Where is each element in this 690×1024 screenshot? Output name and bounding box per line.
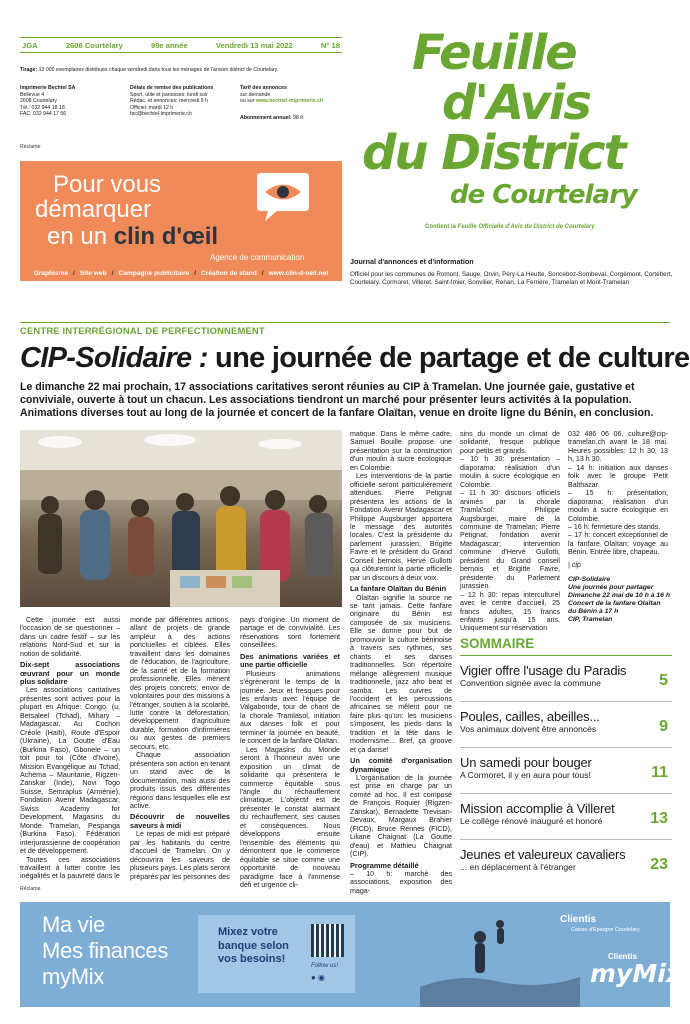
brand-subtitle: Caisse d'Epargne Courtelary bbox=[571, 927, 640, 933]
town-label: 2608 Courtelary bbox=[65, 40, 123, 50]
kicker-rule bbox=[20, 322, 670, 323]
email-link[interactable]: fac@bechtel-imprimerie.ch bbox=[130, 111, 192, 117]
ad-line-3: en un clin d'œil bbox=[47, 223, 219, 250]
family-silhouette-illustration bbox=[420, 902, 580, 1007]
subheading: La fanfare Olaïtan du Bénin bbox=[350, 584, 447, 594]
ad-line-1: Pour vous bbox=[53, 171, 162, 198]
tarif-info: Tarif des annonces sur demande ou sur www.bechtel-imprimerie.ch bbox=[240, 85, 324, 104]
ad-services-bar: Graphisme / Site web / Campagne publicitaire / Création de stand / www.clin-d-oeil.net bbox=[20, 265, 342, 281]
jga-label: JGA bbox=[22, 40, 38, 50]
article-column-1: Cette journée est aussi l'occasion de se questionner – dans un cadre festif – sur les relations Nord-Sud et sur la notion de solidarité. Dix-sept associations œuvrant pour un monde plus solidaire Les associations caritatives présentes sont actives pour la plupart en Afrique: Congo. (u, Betsaleel (Tchad), Mihary – Madagascar, Au Cochon Créole (Haïti), Route d'Espoir (Ukraine), La Goutte d'Eau (Burkina Faso), Gbonele – un toit pour toi (Côte d'Ivoire), Mission Evangélique au Tchad, Achema – Mauritanie, Rigzen-Zanskar (Inde), Novi Togo Suisse, Semraplus (Arménie), Fondation Avenir Madagascar, Swiss Academy for Development, Magasins du Monde Tramelan, Pespanga (Burkina Faso). Fédération interjurassienne de coopération et de développement. Toutes ces associations travaillent à lutter contre les inégalités et la pauvreté dans le bbox=[20, 616, 120, 881]
mymix-logo: myMix bbox=[590, 959, 682, 988]
delais-info: Délais de remise des publications Sport, utile et paroisses: lundi soir Rédac. et annonces: mercredi 9 h Officiel: mardi 12 h fac@bechtel-imprimerie.ch bbox=[130, 85, 214, 117]
journal-title: Journal d'annonces et d'information bbox=[350, 257, 474, 266]
follow-label: Follow us! bbox=[311, 963, 339, 969]
masthead-line-4: de Courtelary bbox=[450, 180, 637, 210]
event-photo bbox=[20, 430, 342, 607]
ad-box-text: Mixez votre banque selon vos besoins! bbox=[218, 926, 289, 965]
page-number: 11 bbox=[651, 764, 668, 781]
article-title: CIP-Solidaire : une journée de partage et de culture bbox=[20, 342, 690, 374]
masthead-line-1: Feuille bbox=[412, 25, 576, 81]
imprimerie-info: Imprimerie Bechtel SA Bellevue 4 2608 Courtelary Tél.: 032 944 18 18 FAC: 032 944 17 56 bbox=[20, 85, 76, 117]
page-number: 9 bbox=[659, 718, 668, 735]
page-number: 13 bbox=[650, 810, 668, 827]
eye-speech-bubble-icon bbox=[255, 169, 311, 223]
issue-header-bar bbox=[20, 37, 342, 53]
article-column-3: pays d'origine. Un moment de partage et de convivialité. Les réservations sont fortement conseillées. Des animations variées et une partie officielle Plusieurs animations s'égrèneront le temps de la journée. Jeux et fresques pour les enfants avec l'équipe de Valgabonde, tour de chant de la chorale Tramlasol, initiation aux danses folk et pour terminer la journée en beauté, le concert de la fanfare Olaïtan. Les Magasins du Monde seront à l'honneur avec une exposition un climat de solidarité qui présentera le commerce équitable sous l'angle du réchauffement climatique. L'objectif est de présenter le constat alarmant du réchauffement, ses causes et conséquences. Nous développons ensuite l'ensemble des éléments qui démontrent que le commerce équitable se situe comme une opportunité de nouveau paradigme face à l'immense défi et urgence cli- bbox=[240, 616, 340, 889]
sommaire-item[interactable]: Vigier offre l'usage du Paradis Convention signée avec la commune 5 bbox=[460, 656, 672, 702]
event-info-box: CIP-Solidaire Une journée pour partager Dimanche 22 mai de 10 h à 16 h Concert de la fanfare Olaïtan du Bénin à 17 h CIP, Tramelan bbox=[568, 576, 670, 623]
brand-logo: Clientis bbox=[560, 914, 597, 925]
article-kicker: CENTRE INTERRÉGIONAL DE PERFECTIONNEMENT bbox=[20, 325, 265, 336]
ad-line-3: myMix bbox=[42, 964, 105, 989]
issue-date: Vendredi 13 mai 2022 bbox=[215, 40, 293, 50]
clin-doeil-ad[interactable] bbox=[20, 161, 342, 281]
article-column-2: monde par différentes actions, allant de projets de grande ampleur à des actions ponctuelles et ciblées. Elles travaillent dans les domaines de l'éducation, de l'agriculture, de la santé et de la formation professionnelle. Elles mènent des projets concrets: envoi de volontaires pour des missions à l'étranger, soutien à la scolarité, lutte contre la déforestation, développement d'agriculture durable, formation d'infirmières ou aux gestes de premiers secours, etc. Chaque association présentera son action en tenant un stand avec de la documentation, mais aussi des produits issus des différentes régions dans lesquelles elle est active. Découvrir de nouvelles saveurs à midi Le repas de midi est préparé par les habitants du centre d'accueil de Tramelan. On y découvrira les saveurs de plusieurs pays. Les plats seront préparés par les personnes des bbox=[130, 616, 230, 881]
crowd-photo-illustration bbox=[20, 430, 342, 607]
article-column-4: matique. Dans le même cadre, Samuel Bouille propose une présentation sur la construction d'un moulin à sucre écologique en Colombie. Les interventions de la partie officielle seront particulièrement attendues. Pierre Petignat présentera les actions de la Fondation Avenir Madagascar et Philippe Augsburger apportera le message des autorités locales. C'est la présidente du parlement jurassien, Brigitte Favre et le président du Grand Conseil bernois, Hervé Gullotti qui clôtureront la partie officielle par un discours à deux voix. La fanfare Olaïtan du Bénin Olaïtan signifie la source ne se tarit jamais. Cette fanfare originaire du Bénin est composée de six musiciens. Elle se donne pour but de promouvoir la culture béninoise à travers ses rythmes, ses chants et ses danses traditionnelles. Son répertoire mélange allègrement musique traditionnelle, jazz afro beat et samba. Les cuivres de l'occident et les percussions africaines se mêlent pour ne faire plus qu'un: les musiciens s'imposent, les pieds dans la tradition et la tête dans le modernisme... Bref, ça groove et ça danse! Un comité d'organisation dynamique L'organisation de la journée est prise en charge par un comité ad hoc. Il est composé de François Roquier (Rigzen-Zanskar), Bernadette Trevisan-Devaux, Margaux Brahier (FICD), Bruce Rennes (FICD), Liliane Chaignat (La Goutte d'eau) et Mathieu Chaignat (CIP). Programme détaillé – 10 h: marché des associations, exposition des maga- bbox=[350, 430, 453, 895]
agence-label: Agence de communication bbox=[210, 253, 305, 262]
ad-info-box bbox=[198, 915, 355, 993]
subheading: Découvrir de nouvelles saveurs à midi bbox=[130, 812, 230, 830]
subheading: Dix-sept associations œuvrant pour un monde plus solidaire bbox=[20, 660, 120, 687]
year-label: 99e année bbox=[150, 40, 188, 50]
sommaire-item[interactable]: Jeunes et valeureux cavaliers ... en déplacement à l'étranger 23 bbox=[460, 847, 668, 873]
article-lead: Le dimanche 22 mai prochain, 17 associations caritatives seront réunies au CIP à Tramelan. Une journée gaie, gustative et conviviale, ouverte à tout un chacun. Les associations tiendront un marché pour présenter leurs activités à la population. Animations diverses tout au long de la journée et concert de la fanfare Olaïtan, venue en droite ligne du Bénin, en conclusion. bbox=[20, 381, 654, 419]
sommaire-item[interactable]: Un samedi pour bouger A Cormoret, il y en aura pour tous! 11 bbox=[460, 748, 672, 794]
subheading: Programme détaillé bbox=[350, 860, 419, 870]
ad-line-2: Mes finances bbox=[42, 938, 169, 963]
reclame-label: Réclame bbox=[20, 144, 41, 150]
abonnement-info: Abonnement annuel: 98 fr. bbox=[240, 115, 305, 121]
article-column-5: sins du monde un climat de solidarité, fresque publique pour petits et grands. – 10 h 30: présentation – diaporama: réalisation d'un moulin à sucre écologique en Colombie. – 11 h 30: discours officiels animés par la chorale Tramla'sol: Philippe Augsburger, maire de la commune de Tramelan; Pierre Petignat, fondation avenir Madagascar; intervention commune d'Hervé Gullotti, président du Grand conseil bernois et Brigitte Favre, présidente du Parlement jurassien. – 12 h 30: repas interculturel avec le centre d'accueil, 25 francs adultes, 15 francs enfants jusqu'à 15 ans. Uniquement sur réservation bbox=[460, 430, 560, 633]
ad-line-1: Ma vie bbox=[42, 912, 105, 937]
qr-code-icon[interactable] bbox=[311, 924, 344, 957]
brand-logo-2: Clientis bbox=[608, 952, 637, 961]
issue-number: N° 18 bbox=[320, 40, 340, 50]
sommaire-item[interactable]: Mission accomplie à Villeret Le collège rénové inauguré et honoré 13 bbox=[460, 794, 672, 840]
sommaire-title: SOMMAIRE bbox=[460, 636, 672, 656]
sommaire bbox=[460, 636, 672, 886]
reclame-label: Réclame bbox=[20, 886, 41, 892]
subheading: Un comité d'organisation dynamique bbox=[350, 756, 452, 774]
social-icons[interactable]: ● ◉ bbox=[311, 973, 326, 982]
communes-list: Officiel pour les communes de Romont, Sauge, Orvin, Péry-La Heutte, Sonceboz-Sombeval, Corgémont, Cortébert, Courtelary, Cormoret, Villeret, Saint-Imier, Sonvilier, Renan, La Ferrière, Tramelan et Mont-Tramelan bbox=[350, 271, 673, 286]
sommaire-item[interactable]: Poules, cailles, abeilles... Vos animaux doivent être annoncés 9 bbox=[460, 702, 672, 748]
article-column-6: 032 486 06 06, culture@cip-tramelan.ch avant le 18 mai. Heures possibles: 12 h 30, 13 h, 13 h 30. – 14 h: initiation aux danses folk avec le groupe Petit Balthazar. – 15 h: présentation; diaporama: réalisation d'un moulin à sucre écologique en Colombie. – 16 h: fermeture des stands. – 17 h: concert exceptionnel de la fanfare Olaïtan; voyage au Bénin. Entrée libre, chapeau. | cip bbox=[568, 430, 668, 569]
website-link[interactable]: www.bechtel-imprimerie.ch bbox=[255, 98, 324, 104]
ad-line-2: démarquer bbox=[35, 196, 152, 223]
article-signature: | cip bbox=[568, 560, 581, 569]
masthead-line-3: du District bbox=[362, 125, 625, 181]
page-number: 5 bbox=[659, 672, 668, 689]
clientis-mymix-ad[interactable] bbox=[20, 902, 682, 1007]
masthead-line-2: d'Avis bbox=[442, 75, 590, 131]
tirage-info: Tirage: 12 000 exemplaires distribués chaque vendredi dans tous les ménages de l'ancien district de Courtelary. bbox=[20, 67, 279, 73]
contient-note: Contient la Feuille Officielle d'Avis du District de Courtelary bbox=[425, 224, 595, 230]
page-number: 23 bbox=[650, 856, 668, 873]
subheading: Des animations variées et une partie officielle bbox=[240, 651, 340, 670]
imprimerie-name: Imprimerie Bechtel SA bbox=[20, 85, 76, 91]
